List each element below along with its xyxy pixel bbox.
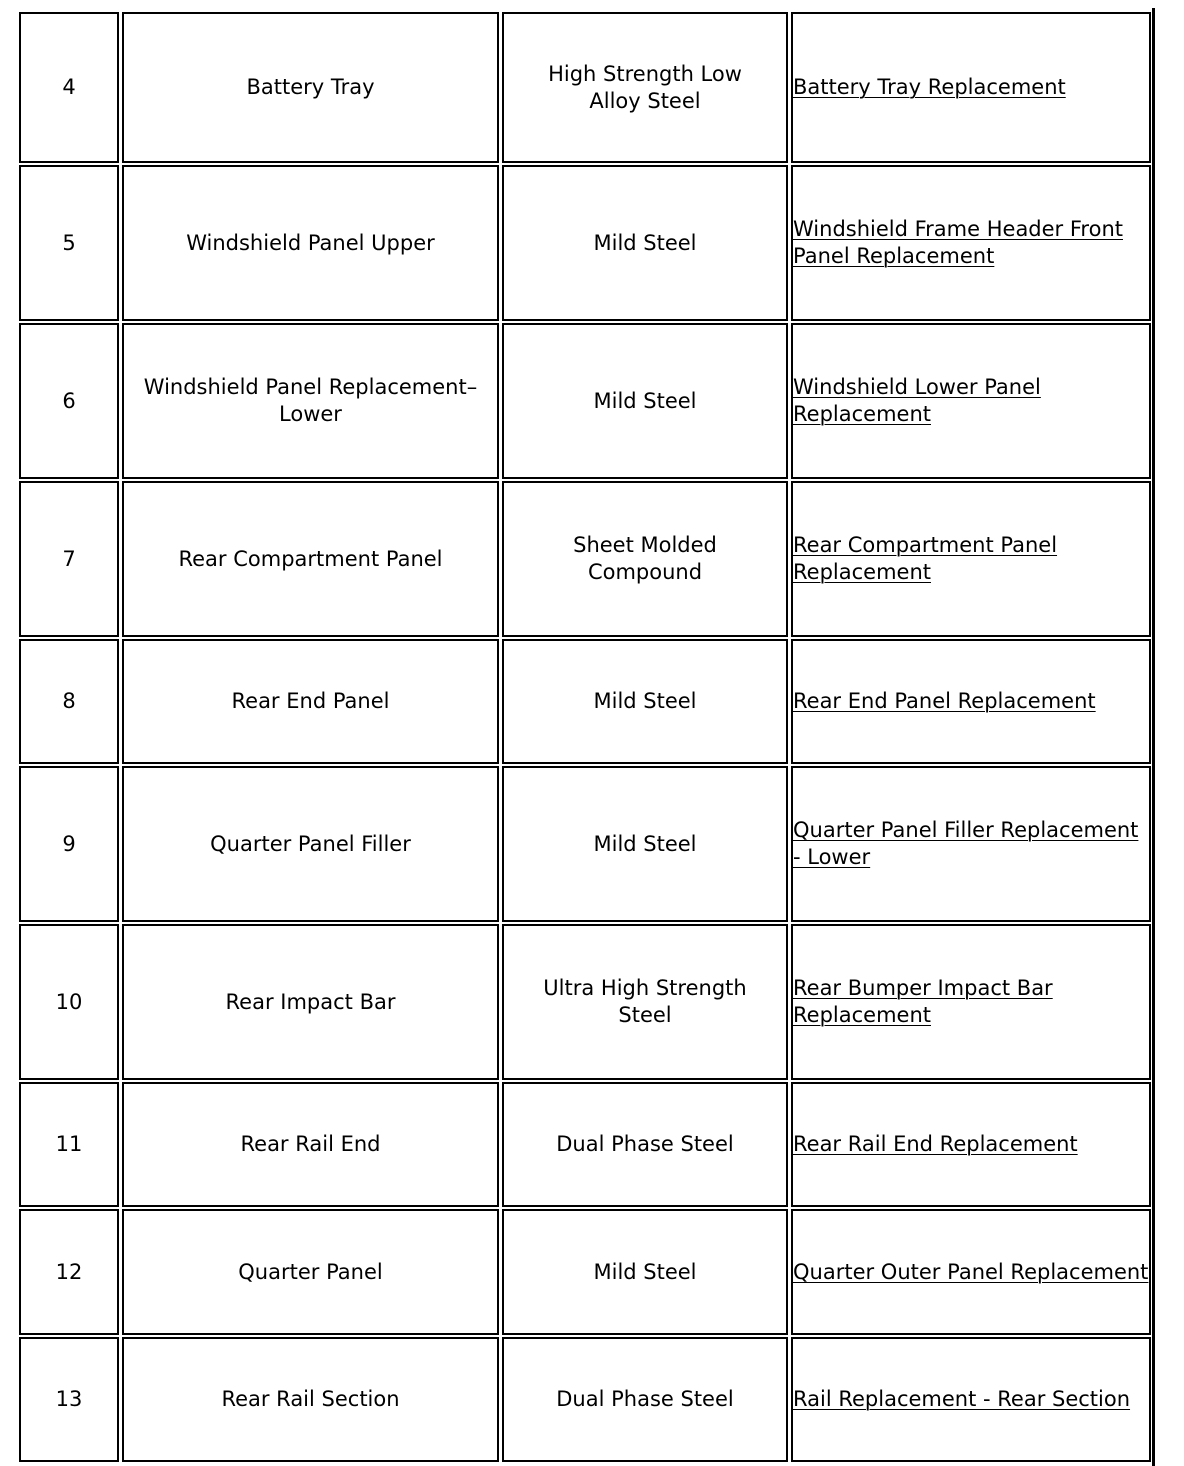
row-index-cell: 11 [19, 1082, 119, 1207]
material-name: Dual Phase Steel [556, 1387, 734, 1411]
procedure-cell [791, 481, 1151, 637]
part-name-cell [122, 12, 499, 163]
procedure-cell [791, 1209, 1151, 1335]
row-index-cell: 12 [19, 1209, 119, 1335]
material-cell [502, 481, 788, 637]
procedure-link[interactable]: Rear Rail End Replacement [793, 1132, 1078, 1156]
table-row [19, 639, 1151, 764]
table-row [19, 12, 1151, 163]
part-name: Quarter Panel [238, 1259, 383, 1284]
procedure-link[interactable]: Rear End Panel Replacement [793, 689, 1096, 713]
material-name: High Strength Low Alloy Steel [548, 61, 742, 113]
part-name-cell [122, 165, 499, 321]
part-name-cell [122, 924, 499, 1080]
table-row [19, 924, 1151, 1080]
part-name-cell [122, 639, 499, 764]
part-name-cell [122, 1209, 499, 1335]
material-name: Dual Phase Steel [556, 1132, 734, 1156]
row-index-cell: 8 [19, 639, 119, 764]
procedure-cell [791, 1082, 1151, 1207]
row-index-cell: 6 [19, 323, 119, 479]
part-name: Windshield Panel Upper [186, 230, 435, 255]
material-cell [502, 766, 788, 922]
material-name: Mild Steel [593, 1259, 697, 1284]
part-name: Quarter Panel Filler [210, 831, 411, 856]
procedure-link[interactable]: Windshield Lower Panel Replacement [793, 375, 1041, 426]
table-row [19, 165, 1151, 321]
material-cell [502, 1209, 788, 1335]
material-name: Mild Steel [593, 388, 697, 413]
material-cell [502, 165, 788, 321]
material-name: Mild Steel [593, 831, 697, 856]
material-name: Ultra High Strength Steel [543, 976, 747, 1027]
row-index-cell: 9 [19, 766, 119, 922]
table-row [19, 481, 1151, 637]
row-index-cell: 7 [19, 481, 119, 637]
table-row [19, 323, 1151, 479]
material-name: Mild Steel [593, 689, 697, 713]
part-name: Rear Compartment Panel [178, 546, 443, 571]
material-cell [502, 924, 788, 1080]
procedure-cell [791, 12, 1151, 163]
procedure-cell [791, 924, 1151, 1080]
material-cell [502, 12, 788, 163]
row-index-cell: 13 [19, 1337, 119, 1462]
table-row [19, 766, 1151, 922]
part-name: Battery Tray [246, 75, 375, 99]
material-name: Sheet Molded Compound [573, 533, 717, 584]
row-index-cell: 4 [19, 12, 119, 163]
procedure-cell [791, 766, 1151, 922]
procedure-cell [791, 323, 1151, 479]
part-name-cell [122, 1082, 499, 1207]
material-cell [502, 639, 788, 764]
table-row [19, 1209, 1151, 1335]
procedure-cell [791, 1337, 1151, 1462]
part-name: Rear Rail Section [221, 1387, 400, 1411]
procedure-link[interactable]: Quarter Outer Panel Replacement [793, 1259, 1149, 1284]
part-name-cell [122, 481, 499, 637]
row-index-cell: 10 [19, 924, 119, 1080]
procedure-link[interactable]: Quarter Panel Filler Replacement - Lower [793, 818, 1139, 869]
procedure-link[interactable]: Rail Replacement - Rear Section [793, 1387, 1131, 1411]
part-name-cell [122, 766, 499, 922]
procedure-link[interactable]: Rear Bumper Impact Bar Replacement [793, 976, 1053, 1027]
part-name: Windshield Panel Replacement–Lower [143, 375, 478, 426]
material-cell [502, 1082, 788, 1207]
parts-material-table [16, 10, 1154, 1464]
part-name: Rear Impact Bar [225, 989, 396, 1014]
table-row [19, 1337, 1151, 1462]
procedure-cell [791, 639, 1151, 764]
material-cell [502, 323, 788, 479]
procedure-link[interactable]: Rear Compartment Panel Replacement [793, 533, 1058, 584]
part-name-cell [122, 323, 499, 479]
procedure-cell [791, 165, 1151, 321]
material-cell [502, 1337, 788, 1462]
procedure-link[interactable]: Battery Tray Replacement [793, 75, 1066, 99]
row-index-cell: 5 [19, 165, 119, 321]
table-row [19, 1082, 1151, 1207]
material-name: Mild Steel [593, 230, 697, 255]
procedure-link[interactable]: Windshield Frame Header Front Panel Replacement [793, 217, 1123, 268]
part-name: Rear End Panel [231, 689, 390, 713]
part-name: Rear Rail End [240, 1132, 381, 1156]
part-name-cell [122, 1337, 499, 1462]
